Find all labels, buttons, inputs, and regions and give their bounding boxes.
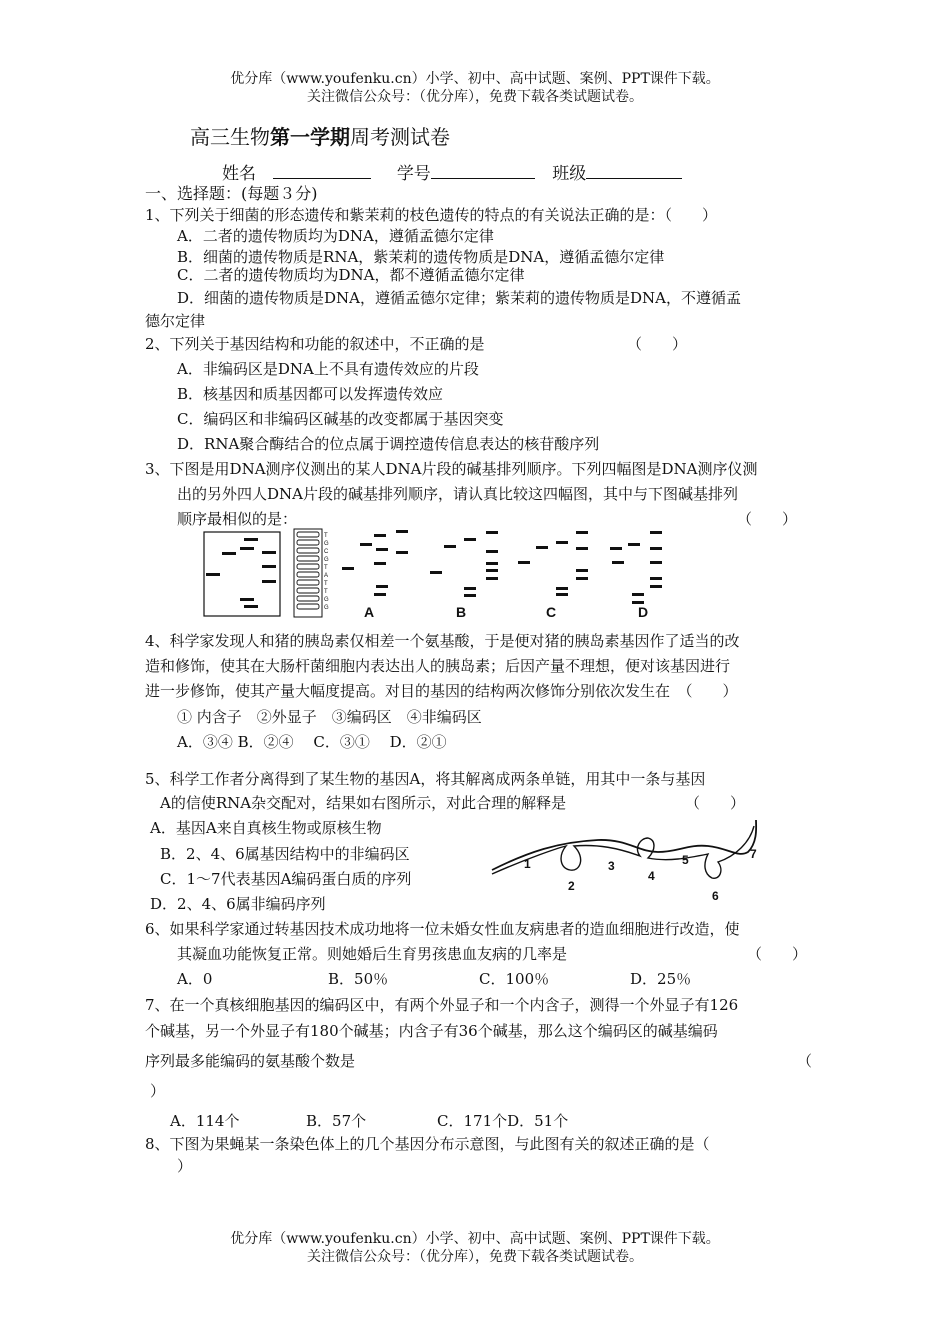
q7-line-1: 7、在一个真核细胞基因的编码区中，有两个外显子和一个内含子，测得一个外显子有126 (145, 996, 739, 1014)
q7-option-b[interactable]: B．57个 (306, 1112, 367, 1130)
option-d-bands (610, 531, 662, 604)
option-c-bands (518, 531, 588, 596)
footer-line-1: 优分库（www.youfenku.cn）小学、初中、高中试题、案例、PPT课件下载。 (230, 1231, 720, 1247)
q2-stem: 2、下列关于基因结构和功能的叙述中，不正确的是 (145, 335, 485, 353)
ladder-base: T (324, 589, 328, 595)
q6-option-b[interactable]: B．50％ (328, 970, 389, 988)
figure-label-a: A (364, 604, 375, 620)
ladder-base: G (324, 605, 329, 611)
q5-line-2: A的信使RNA杂交配对，结果如右图所示，对此合理的解释是 (160, 794, 567, 812)
q7-line-2: 个碱基，另一个外显子有180个碱基；内含子有36个碱基，那么这个编码区的碱基编码 (145, 1022, 718, 1040)
q7-paren-close: ） (150, 1082, 166, 1100)
q4-line-2: 造和修饰，使其在大肠杆菌细胞内表达出人的胰岛素；后因产量不理想，便对该基因进行 (145, 657, 731, 675)
figure-label-6: 6 (712, 889, 719, 903)
q8-line-2: ） (177, 1157, 193, 1175)
header-line-1: 优分库（www.youfenku.cn）小学、初中、高中试题、案例、PPT课件下载。 (230, 71, 720, 87)
q3-line-1: 3、下图是用DNA测序仪测出的某人DNA片段的碱基排列顺序。下列四幅图是DNA测序仪测 (145, 460, 758, 478)
q4-line-1: 4、科学家发现人和猪的胰岛素仅相差一个氨基酸，于是便对猪的胰岛素基因作了适当的改 (145, 632, 740, 650)
q2-option-d[interactable]: D．RNA聚合酶结合的位点属于调控遗传信息表达的核苷酸序列 (177, 435, 600, 453)
q6-option-c[interactable]: C．100％ (479, 970, 550, 988)
q5-option-c[interactable]: C．1～7代表基因A编码蛋白质的序列 (160, 870, 412, 888)
ladder-base: T (324, 565, 328, 571)
q2-option-c[interactable]: C．编码区和非编码区碱基的改变都属于基因突变 (177, 410, 504, 428)
page-title (190, 124, 450, 150)
q3-line-3: 顺序最相似的是： (177, 510, 298, 528)
q5-hybridization-figure (488, 812, 778, 908)
gene-strand (492, 820, 756, 870)
ladder-base: A (324, 573, 329, 579)
q1-option-b[interactable]: B．细菌的遗传物质是RNA，紫茉莉的遗传物质是DNA，遵循孟德尔定律 (177, 248, 665, 266)
title-part-1: 高三生物 (190, 125, 270, 149)
ladder-base: G (324, 597, 329, 603)
figure-label-5: 5 (682, 853, 689, 867)
q6-option-a[interactable]: A．0 (177, 970, 213, 988)
q7-option-a[interactable]: A．114个 (170, 1112, 240, 1130)
q3-answer-paren[interactable]: （ ） (737, 510, 798, 528)
q2-answer-paren[interactable]: （ ） (627, 335, 688, 353)
name-blank[interactable] (273, 162, 371, 179)
q5-figure-labels (524, 847, 757, 903)
q6-line-2: 其凝血功能恢复正常。则她婚后生育男孩患血友病的几率是 (177, 945, 568, 963)
q1-option-d[interactable]: D．细菌的遗传物质是DNA，遵循孟德尔定律；紫茉莉的遗传物质是DNA，不遵循孟 (177, 289, 741, 307)
figure-label-1: 1 (524, 857, 531, 871)
ladder-base: G (324, 557, 329, 563)
title-part-3: 周考测试卷 (350, 125, 450, 149)
section-heading: 一、选择题：(每题３分) (145, 184, 318, 203)
q3-line-2: 出的另外四人DNA片段的碱基排列顺序，请认真比较这四幅图，其中与下图碱基排列 (177, 485, 738, 503)
ladder-base: G (324, 541, 329, 547)
q5-option-b[interactable]: B．2、4、6属基因结构中的非编码区 (160, 845, 410, 863)
header-line-2: 关注微信公众号：（优分库），免费下载各类试题试卷。 (307, 89, 643, 105)
q1-option-a[interactable]: A．二者的遗传物质均为DNA，遵循孟德尔定律 (177, 227, 494, 245)
q7-paren-open[interactable]: （ (797, 1052, 813, 1070)
student-info-row (222, 162, 682, 185)
q3-dna-sequence-figure (200, 525, 680, 625)
ladder-base-labels (324, 533, 329, 611)
q2-option-b[interactable]: B．核基因和质基因都可以发挥遗传效应 (177, 385, 444, 403)
q5-option-a[interactable]: A．基因A来自真核生物或原核生物 (150, 819, 382, 837)
q4-options[interactable]: A．③④ B．②④ C．③① D．②① (177, 733, 447, 751)
q6-answer-paren[interactable]: （ ） (747, 945, 808, 963)
q7-option-cd[interactable]: C．171个D．51个 (437, 1112, 569, 1130)
q1-stem: 1、下列关于细菌的形态遗传和紫茉莉的枝色遗传的特点的有关说法正确的是：（ ） (145, 206, 718, 224)
figure-label-b: B (456, 604, 467, 620)
figure-label-7: 7 (750, 847, 757, 861)
q6-option-d[interactable]: D．25％ (630, 970, 692, 988)
q1-option-c[interactable]: C．二者的遗传物质均为DNA，都不遵循孟德尔定律 (177, 266, 525, 284)
name-label: 姓名 (222, 164, 256, 184)
option-b-bands (430, 531, 498, 597)
q7-line-3: 序列最多能编码的氨基酸个数是 (145, 1052, 356, 1070)
class-blank[interactable] (586, 162, 682, 179)
q5-option-d[interactable]: D．2、4、6属非编码序列 (150, 895, 326, 913)
title-part-2: 第一学期 (270, 125, 350, 149)
id-label: 学号 (396, 164, 431, 184)
q2-option-a[interactable]: A．非编码区是DNA上不具有遗传效应的片段 (177, 360, 479, 378)
q5-line-1: 5、科学工作者分离得到了某生物的基因A，将其解离成两条单链，用其中一条与基因 (145, 770, 706, 788)
class-label: 班级 (552, 164, 587, 184)
figure-label-4: 4 (648, 869, 655, 883)
q4-line-3: 进一步修饰，使其产量大幅度提高。对目的基因的结构两次修饰分别依次发生在 （ ） (145, 682, 738, 700)
ladder-rungs (297, 532, 319, 609)
figure-label-2: 2 (568, 879, 575, 893)
option-a-bands (342, 530, 408, 596)
figure-label-d: D (638, 604, 649, 620)
ladder-base: T (324, 581, 328, 587)
q1-option-d-cont: 德尔定律 (145, 312, 206, 330)
q5-answer-paren[interactable]: （ ） (685, 794, 746, 812)
id-blank[interactable] (431, 162, 535, 179)
q8-line-1: 8、下图为果蝇某一条染色体上的几个基因分布示意图，与此图有关的叙述正确的是（ (145, 1135, 710, 1153)
q6-line-1: 6、如果科学家通过转基因技术成功地将一位未婚女性血友病患者的造血细胞进行改造，使 (145, 920, 740, 938)
figure-label-3: 3 (608, 859, 615, 873)
ladder-base: C (324, 549, 329, 555)
q4-items: ① 内含子 ②外显子 ③编码区 ④非编码区 (177, 708, 482, 726)
reference-bands (206, 538, 276, 608)
figure-label-c: C (546, 604, 557, 620)
footer-line-2: 关注微信公众号：（优分库），免费下载各类试题试卷。 (307, 1249, 643, 1265)
ladder-base: T (324, 533, 328, 539)
